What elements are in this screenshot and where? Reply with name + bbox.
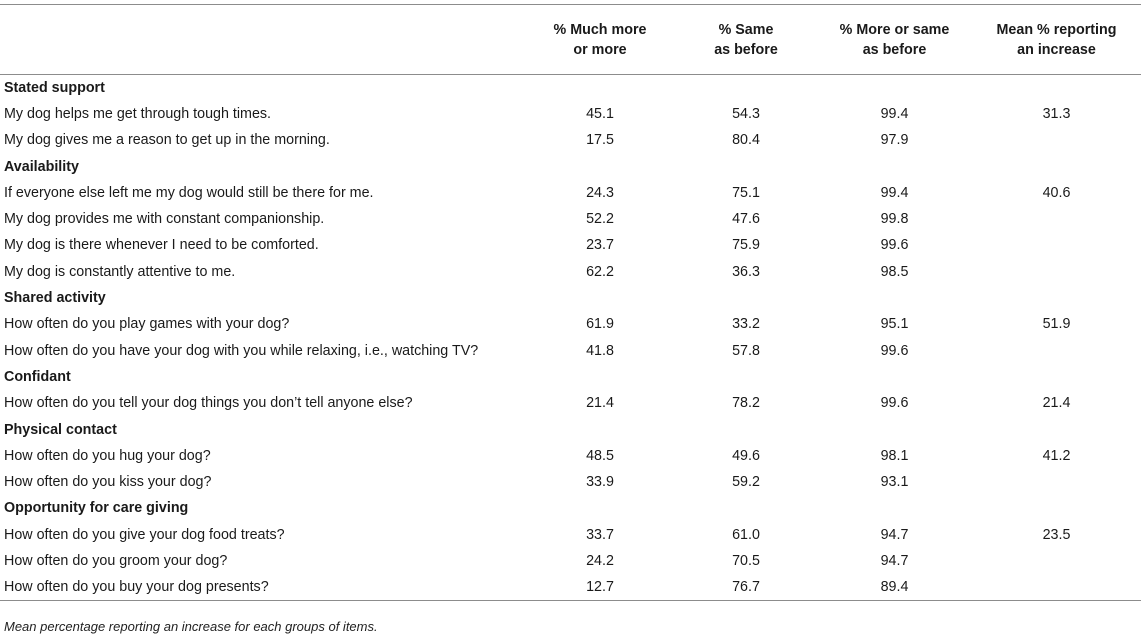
item-text: How often do you groom your dog? <box>4 552 228 569</box>
header-row <box>0 5 1141 75</box>
item-text: My dog helps me get through tough times. <box>4 105 272 122</box>
group-header-row <box>0 75 1141 101</box>
cell-much-more: 41.8 <box>586 342 614 359</box>
item-text: How often do you buy your dog presents? <box>0 574 525 600</box>
item-text: If everyone else left me my dog would still be there for me. <box>4 184 374 201</box>
cell-same: 78.2 <box>732 395 760 412</box>
cell-more-or-same: 89.4 <box>817 574 972 600</box>
cell-more-or-same: 99.6 <box>880 342 909 359</box>
cell-mean-increase: 21.4 <box>1042 395 1071 412</box>
table-row <box>0 522 1141 548</box>
group-title: Stated support <box>4 79 105 96</box>
cell-mean-increase <box>972 574 1141 600</box>
cell-much-more: 52.2 <box>586 211 614 228</box>
cell-much-more: 21.4 <box>586 395 614 412</box>
table-row <box>0 127 1141 153</box>
table-row <box>0 337 1141 363</box>
cell-mean-increase <box>972 469 1141 495</box>
table-body <box>0 75 1141 601</box>
cell-mean-increase: 23.5 <box>1042 526 1071 543</box>
cell-more-or-same: 98.1 <box>880 447 909 464</box>
cell-much-more: 33.7 <box>586 526 614 543</box>
header-same: % Same as before <box>675 5 817 75</box>
cell-mean-increase: 31.3 <box>1042 105 1071 122</box>
item-text: How often do you tell your dog things you don’t tell anyone else? <box>4 395 413 412</box>
group-header-row <box>0 285 1141 311</box>
cell-mean-increase <box>972 337 1141 363</box>
group-title: Opportunity for care giving <box>4 500 189 517</box>
header-much-more: % Much more or more <box>525 5 675 75</box>
cell-same: 75.9 <box>732 237 760 254</box>
cell-much-more: 48.5 <box>586 447 614 464</box>
header-item <box>0 5 525 75</box>
cell-same: 59.2 <box>732 474 760 491</box>
cell-mean-increase: 41.2 <box>1042 447 1071 464</box>
table-row <box>0 232 1141 258</box>
cell-more-or-same: 97.9 <box>880 132 909 149</box>
table-row <box>0 311 1141 337</box>
group-title: Physical contact <box>4 421 117 438</box>
group-title: Availability <box>4 158 79 175</box>
item-text: How often do you give your dog food treats? <box>4 526 285 543</box>
cell-much-more: 17.5 <box>586 132 614 149</box>
cell-more-or-same: 95.1 <box>880 316 909 333</box>
cell-same: 61.0 <box>732 526 760 543</box>
table-row <box>0 548 1141 574</box>
cell-same: 33.2 <box>732 316 760 333</box>
cell-mean-increase <box>972 232 1141 258</box>
cell-same: 76.7 <box>675 574 817 600</box>
item-text: My dog provides me with constant companionship. <box>4 211 325 228</box>
cell-same: 80.4 <box>732 132 760 149</box>
cell-more-or-same: 99.4 <box>880 184 909 201</box>
cell-much-more: 61.9 <box>586 316 614 333</box>
item-text: How often do you play games with your dog? <box>4 316 290 333</box>
item-text: How often do you hug your dog? <box>4 447 211 464</box>
cell-much-more: 23.7 <box>586 237 614 254</box>
cell-much-more: 12.7 <box>525 574 675 600</box>
table-row <box>0 469 1141 495</box>
cell-more-or-same: 99.8 <box>880 211 909 228</box>
cell-more-or-same: 93.1 <box>880 474 909 491</box>
item-text: How often do you kiss your dog? <box>4 474 212 491</box>
cell-much-more: 24.2 <box>586 552 614 569</box>
table-footnote: Mean percentage reporting an increase for each groups of items. <box>4 619 378 634</box>
cell-much-more: 45.1 <box>586 105 614 122</box>
table-row <box>0 180 1141 206</box>
cell-much-more: 62.2 <box>586 263 614 280</box>
item-text: My dog gives me a reason to get up in the morning. <box>4 132 330 149</box>
cell-same: 70.5 <box>732 552 760 569</box>
header-mean-increase: Mean % reporting an increase <box>972 5 1141 75</box>
group-header-row <box>0 153 1141 179</box>
header-more-or-same: % More or same as before <box>817 5 972 75</box>
group-header-row <box>0 495 1141 521</box>
cell-same: 54.3 <box>732 105 760 122</box>
cell-more-or-same: 99.4 <box>880 105 909 122</box>
cell-mean-increase <box>972 548 1141 574</box>
table-row <box>0 574 1141 600</box>
group-title: Confidant <box>4 368 71 385</box>
item-text: How often do you have your dog with you while relaxing, i.e., watching TV? <box>4 342 479 359</box>
cell-much-more: 33.9 <box>586 474 614 491</box>
group-title: Shared activity <box>4 290 106 307</box>
cell-much-more: 24.3 <box>586 184 614 201</box>
table-row <box>0 443 1141 469</box>
item-text: My dog is there whenever I need to be comforted. <box>4 237 319 254</box>
cell-more-or-same: 98.5 <box>880 263 909 280</box>
cell-mean-increase: 40.6 <box>1042 184 1071 201</box>
group-header-row <box>0 416 1141 442</box>
cell-same: 36.3 <box>732 263 760 280</box>
results-table <box>0 4 1141 601</box>
table-row <box>0 206 1141 232</box>
cell-same: 47.6 <box>732 211 760 228</box>
cell-same: 75.1 <box>732 184 760 201</box>
group-header-row <box>0 364 1141 390</box>
cell-more-or-same: 94.7 <box>880 552 909 569</box>
table-row <box>0 259 1141 285</box>
cell-more-or-same: 99.6 <box>880 237 909 254</box>
table-row <box>0 101 1141 127</box>
cell-mean-increase <box>972 259 1141 285</box>
cell-more-or-same: 99.6 <box>880 395 909 412</box>
cell-mean-increase <box>972 127 1141 153</box>
cell-mean-increase: 51.9 <box>1042 316 1071 333</box>
table-row <box>0 390 1141 416</box>
cell-same: 49.6 <box>732 447 760 464</box>
cell-mean-increase <box>972 206 1141 232</box>
cell-same: 57.8 <box>732 342 760 359</box>
cell-more-or-same: 94.7 <box>880 526 909 543</box>
item-text: My dog is constantly attentive to me. <box>4 263 236 280</box>
